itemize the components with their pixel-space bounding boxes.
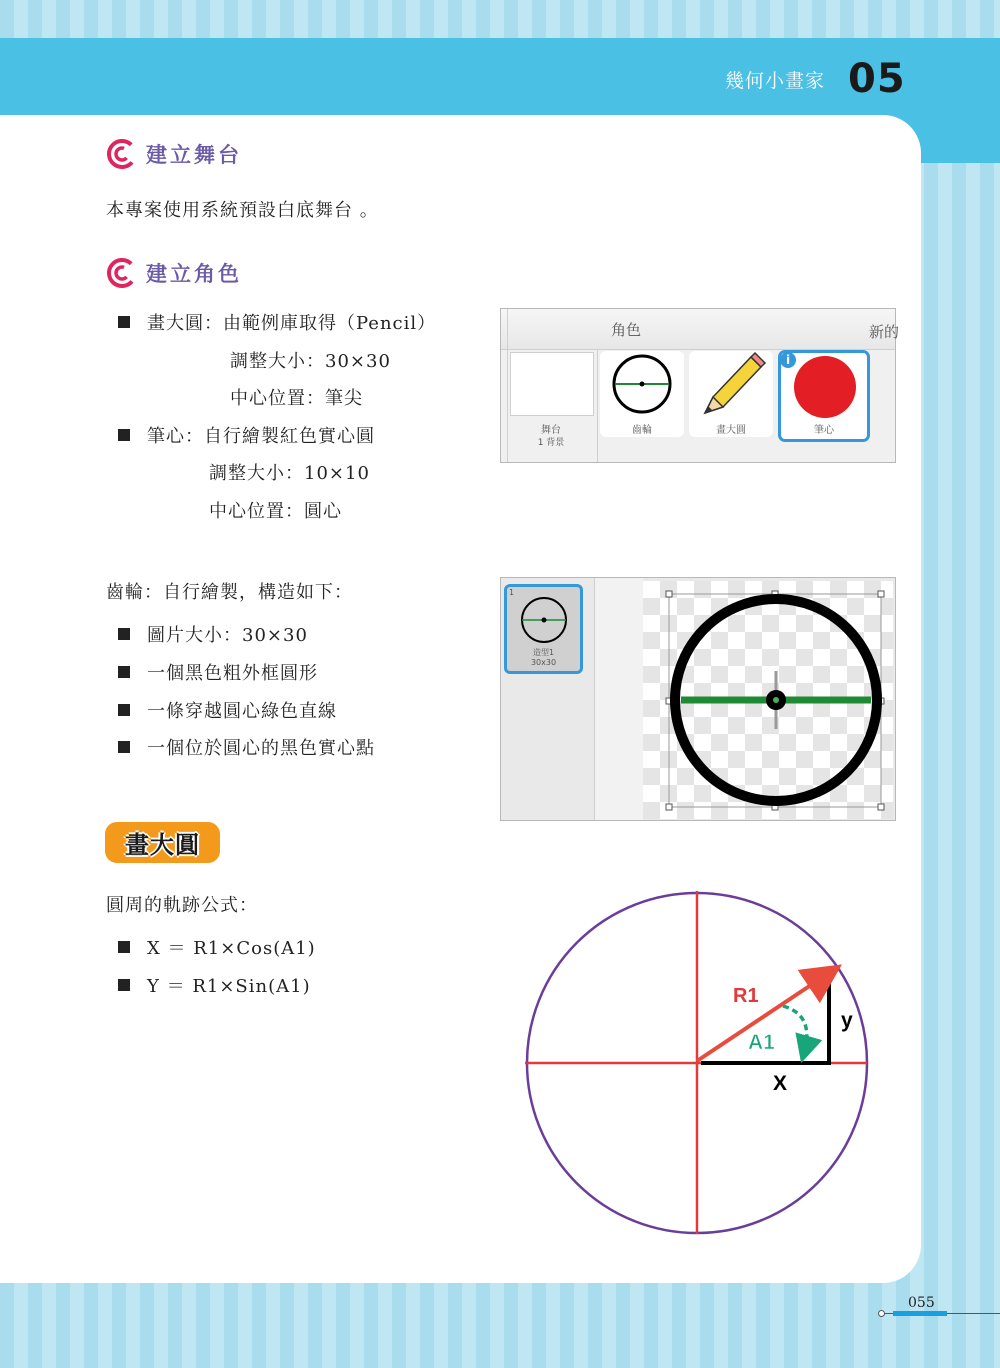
bullet-square (118, 316, 130, 328)
info-icon[interactable]: i (780, 352, 796, 368)
sprite-thumb-pencil[interactable] (689, 351, 773, 437)
bullet-square (118, 704, 130, 716)
costume-thumb[interactable] (504, 584, 583, 674)
section-c-icon (106, 138, 138, 170)
sprite-pencil-center: 中心位置：筆尖 (230, 388, 363, 409)
sprite-pencil-main: 畫大圓：由範例庫取得（Pencil） (147, 313, 437, 334)
sprite-panel-screenshot (500, 308, 900, 463)
divider (507, 309, 508, 462)
costume-size: 30x30 (530, 658, 557, 667)
formula-intro: 圓周的軌跡公式： (106, 895, 258, 916)
chapter-title: 幾何小畫家 (725, 70, 826, 92)
gear-item: 圖片大小：30×30 (147, 625, 308, 646)
section-title: 建立角色 (146, 262, 242, 286)
draw-circle-badge (105, 822, 220, 863)
sprite-thumb-label: 畫大圓 (716, 425, 746, 436)
costume-name: 造型1 (532, 648, 555, 657)
section-heading-sprites (106, 257, 242, 289)
sprite-panel-title: 角色 (611, 321, 642, 339)
costume-index: 1 (509, 588, 515, 597)
sprite-thumb-pen-selected[interactable] (778, 350, 870, 442)
label-a1: A1 (748, 1031, 775, 1054)
sprite-pen-main: 筆心：自行繪製紅色實心圓 (147, 426, 375, 447)
sprite-pen-size: 調整大小：10×10 (209, 463, 370, 484)
gear-item: 一個位於圓心的黑色實心點 (147, 738, 375, 759)
label-y: y (841, 1009, 853, 1032)
sprite-pen-center: 中心位置：圓心 (209, 501, 342, 522)
formula-y: Y ＝ R1×Sin(A1) (147, 976, 311, 997)
label-r1: R1 (733, 985, 759, 1007)
toolbar-strip (595, 578, 643, 820)
section-c-icon (106, 257, 138, 289)
sprite-thumb-label: 筆心 (814, 425, 834, 436)
gear-icon (600, 351, 684, 421)
gear-icon (507, 587, 580, 647)
bullet-square (118, 666, 130, 678)
circle-trig-diagram (515, 885, 880, 1240)
stage-thumbnail[interactable] (510, 352, 594, 416)
gear-intro: 齒輪：自行繪製，構造如下： (106, 582, 353, 603)
sprite-panel-header (501, 309, 900, 350)
gear-item: 一個黑色粗外框圓形 (147, 663, 318, 684)
stage-thumb-sub: 1 背景 (537, 438, 565, 448)
chapter-number: 05 (848, 56, 906, 102)
badge-label: 畫大圓 (125, 831, 200, 859)
page-number: 055 (908, 1295, 935, 1311)
gear-drawing (643, 581, 893, 819)
section-title: 建立舞台 (146, 143, 242, 167)
costume-editor-screenshot (500, 577, 896, 821)
bullet-square (118, 628, 130, 640)
bullet-square (118, 979, 130, 991)
stage-body: 本專案使用系統預設白底舞台 。 (106, 200, 379, 221)
new-sprite-label[interactable]: 新的 (869, 323, 900, 341)
pencil-icon (689, 351, 773, 421)
stage-thumb-label: 舞台 (541, 425, 561, 436)
divider (597, 349, 598, 462)
footer-accent (893, 1311, 947, 1316)
sprite-thumb-gear[interactable] (600, 351, 684, 437)
sprite-thumb-label: 齒輪 (632, 425, 652, 436)
bullet-square (118, 741, 130, 753)
paint-canvas[interactable] (643, 581, 893, 819)
bullet-square (118, 429, 130, 441)
footer-dot (878, 1310, 885, 1317)
sprite-pencil-size: 調整大小：30×30 (230, 351, 391, 372)
formula-x: X ＝ R1×Cos(A1) (147, 938, 316, 959)
gear-item: 一條穿越圓心綠色直線 (147, 701, 337, 722)
bullet-square (118, 941, 130, 953)
section-heading-stage (106, 138, 242, 170)
label-x: X (773, 1072, 788, 1095)
